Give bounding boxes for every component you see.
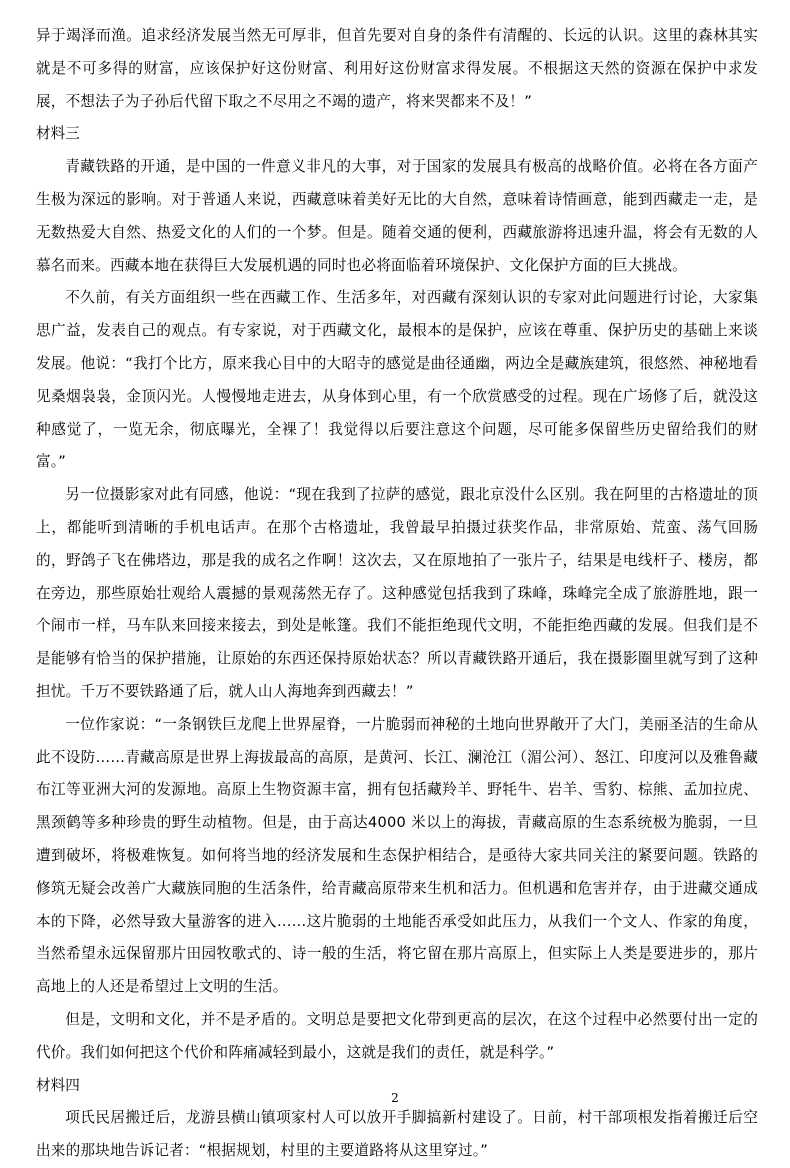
paragraph-qinghai-tibet-railway: 青藏铁路的开通，是中国的一件意义非凡的大事，对于国家的发展具有极高的战略价值。必将在各方面产生极为深远的影响。对于普通人来说，西藏意味着美好无比的大自然，意味着诗情画意，能到西藏走一走，是无数热爱大自然、热爱文化的人们的一个梦。但是。随着交通的便利，西藏旅游将迅速升温，将会有无数的人慕名而来。西藏本地在获得巨大发展机遇的同时也必将面临着环境保护、文化保护方面的巨大挑战。 — [36, 158, 758, 274]
document-page — [36, 20, 758, 1168]
section-heading-material-4: 材料四 — [36, 1076, 80, 1094]
paragraph-photographer-view: 另一位摄影家对此有同感，他说：“现在我到了拉萨的感觉，跟北京没什么区别。我在阿里的古格遗址的顶上，都能听到清晰的手机电话声。在那个古格遗址，我曾最早拍摄过获奖作品，非常原始、荒蛮、荡气回肠的，野鸽子飞在佛塔边，那是我的成名之作啊！这次去，又在原地拍了一张片子，结果是电线杆子、楼房，都在旁边，那些原始壮观给人震撼的景观荡然无存了。这种感觉包括我到了珠峰，珠峰完全成了旅游胜地，跟一个闹市一样，马车队来回接来接去，到处是帐篷。我们不能拒绝现代文明，不能拒绝西藏的发展。但我们是不是能够有恰当的保护措施，让原始的东西还保持原始状态？所以青藏铁路开通后，我在摄影圈里就写到了这种担忧。千万不要铁路通了后，就人山人海地奔到西藏去！” — [36, 486, 758, 700]
page-number: 2 — [391, 1091, 399, 1105]
section-heading-material-3: 材料三 — [36, 125, 80, 143]
paragraph-xiang-residence: 项氏民居搬迁后，龙游县横山镇项家村人可以放开手脚搞新村建设了。日前，村干部项根发指着搬迁后空出来的那块地告诉记者：“根据规划，村里的主要道路将从这里穿过。” — [36, 1109, 758, 1160]
paragraph-expert-discussion: 不久前，有关方面组织一些在西藏工作、生活多年，对西藏有深刻认识的专家对此问题进行讨论，大家集思广益，发表自己的观点。有专家说，对于西藏文化，最根本的是保护，应该在尊重、保护历史的基础上来谈发展。他说：“我打个比方，原来我心目中的大昭寺的感觉是曲径通幽，两边全是藏族建筑，很悠然、神秘地看见桑烟袅袅，金顶闪光。人慢慢地走进去，从身体到心里，有一个欣赏感受的过程。现在广场修了后，就没这种感觉了，一览无余，彻底曝光，全裸了！我觉得以后要注意这个问题，尽可能多保留些历史留给我们的财富。” — [36, 289, 758, 471]
paragraph-intro-continuation: 异于竭泽而渔。追求经济发展当然无可厚非，但首先要对自身的条件有清醒的、长远的认识。这里的森林其实就是不可多得的财富，应该保护好这份财富、利用好这份财富求得发展。不根据这天然的资源在保护中求发展，不想法子为子孙后代留下取之不尽用之不竭的遗产，将来哭都来不及！” — [36, 27, 758, 110]
paragraph-civilization-and-culture: 但是，文明和文化，并不是矛盾的。文明总是要把文化带到更高的层次，在这个过程中必然要付出一定的代价。我们如何把这个代价和阵痛减轻到最小，这就是我们的责任，就是科学。” — [36, 1010, 758, 1061]
paragraph-writer-view: 一位作家说：“一条钢铁巨龙爬上世界屋脊，一片脆弱而神秘的土地向世界敞开了大门，美丽圣洁的生命从此不设防……青藏高原是世界上海拔最高的高原，是黄河、长江、澜沧江（湄公河）、怒江、印度河以及雅鲁藏布江等亚洲大河的发源地。高原上生物资源丰富，拥有包括藏羚羊、野牦牛、岩羊、雪豹、棕熊、孟加拉虎、黑颈鹤等多种珍贵的野生动植物。但是，由于高达4000 米以上的海拔，青藏高原的生态系统极为脆弱，一旦遭到破坏，将极难恢复。如何将当地的经济发展和生态保护相结合，是亟待大家共同关注的紧要问题。铁路的修筑无疑会改善广大藏族同胞的生活条件，给青藏高原带来生机和活力。但机遇和危害并存，由于进藏交通成本的下降，必然导致大量游客的进入……这片脆弱的土地能否承受如此压力，从我们一个文人、作家的角度，当然希望永远保留那片田园牧歌式的、诗一般的生活，将它留在那片高原上，但实际上人类是要进步的，那片高地上的人还是希望过上文明的生活。 — [36, 715, 758, 996]
